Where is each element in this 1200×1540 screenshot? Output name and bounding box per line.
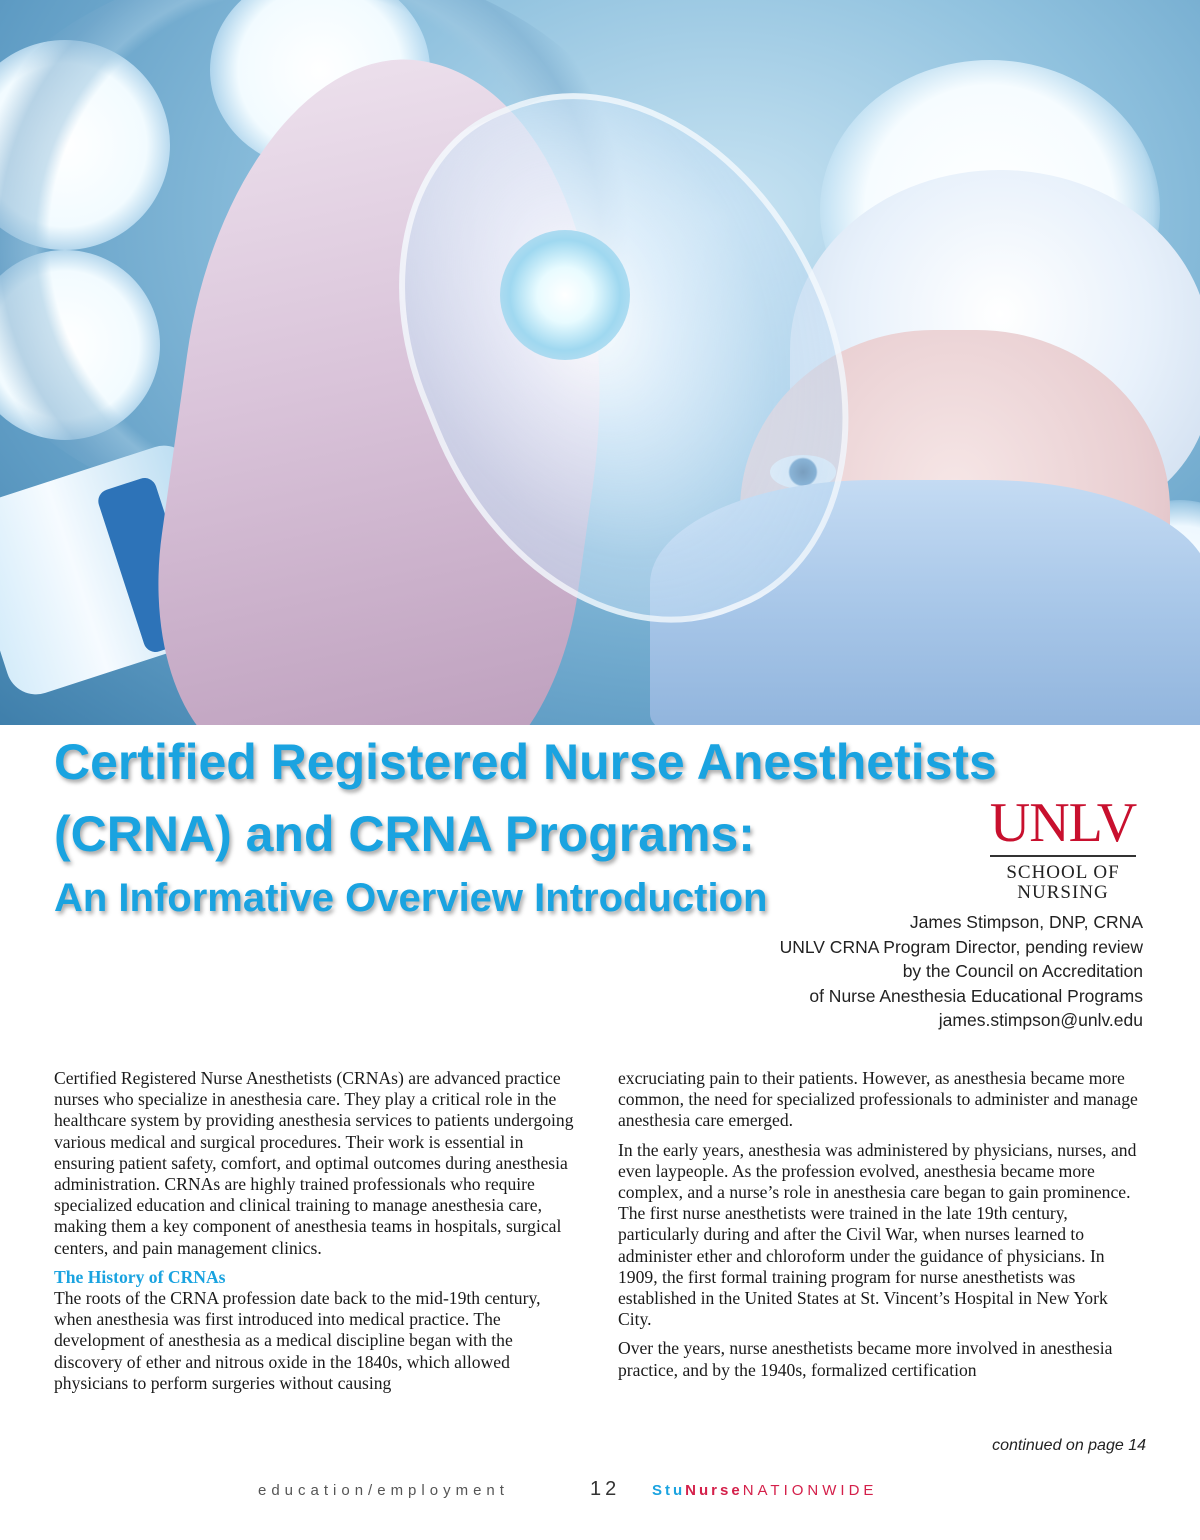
author-email: james.stimpson@unlv.edu bbox=[938, 1010, 1143, 1030]
paragraph: Over the years, nurse anesthetists became more involved in anesthesia practice, and by the 1940s, formalized certification bbox=[618, 1338, 1113, 1380]
unlv-nursing-logo bbox=[988, 792, 1138, 903]
mask-port bbox=[500, 230, 630, 360]
paragraph: Certified Registered Nurse Anesthetists (CRNAs) are advanced practice nurses who specialize in anesthesia care. They play a critical role in the healthcare system by providing anesthesia services to patients undergoing various medical and surgical procedures. Their work is essential in ensuring patient safety, comfort, and optimal outcomes during anesthesia administration. CRNAs are highly trained professionals who require specialized education and clinical training to manage anesthesia care, making them a key component of anesthesia teams in hospitals, surgical centers, and pain management clinics. bbox=[54, 1068, 574, 1258]
logo-line-2: NURSING bbox=[1017, 882, 1109, 903]
author-role: by the Council on Accreditation bbox=[902, 961, 1143, 981]
body-column-left bbox=[54, 1068, 574, 1402]
brand-nationwide: NATIONWIDE bbox=[742, 1482, 878, 1499]
paragraph: The roots of the CRNA profession date back to the mid-19th century, when anesthesia was first introduced into medical practice. The development of anesthesia as a medical discipline began with the discovery of ether and nitrous oxide in the 1840s, which allowed physicians to perform surgeries without causing bbox=[54, 1288, 541, 1393]
author-name: James Stimpson, DNP, CRNA bbox=[909, 912, 1143, 932]
logo-line-1: SCHOOL OF bbox=[1006, 862, 1120, 883]
page-footer bbox=[0, 1480, 1200, 1510]
page-number: 12 bbox=[590, 1478, 621, 1500]
magazine-brand bbox=[652, 1482, 877, 1499]
section-heading: The History of CRNAs bbox=[54, 1266, 226, 1287]
article-title-line-1: Certified Registered Nurse Anesthetists bbox=[54, 734, 997, 790]
continued-note: continued on page 14 bbox=[992, 1437, 1146, 1454]
paragraph: In the early years, anesthesia was administered by physicians, nurses, and even laypeople. As the profession evolved, anesthesia became more complex, and a nurse’s role in anesthesia care began to gain prominence. The first nurse anesthetists were trained in the late 19th century, particularly during and after the Civil War, when nurses learned to administer ether and chloroform under the guidance of physicians. In 1909, the first formal training program for nurse anesthetists was established in the United States at St. Vincent’s Hospital in New York City. bbox=[618, 1139, 1137, 1330]
logo-divider bbox=[990, 855, 1136, 857]
article-subtitle: An Informative Overview Introduction bbox=[54, 876, 768, 920]
hero-photo bbox=[0, 0, 1200, 725]
article-title-line-2: (CRNA) and CRNA Programs: bbox=[54, 806, 755, 862]
author-role: UNLV CRNA Program Director, pending review bbox=[779, 936, 1143, 957]
author-role: of Nurse Anesthesia Educational Programs bbox=[809, 985, 1143, 1006]
author-block bbox=[780, 910, 1143, 1033]
brand-stu: Stu bbox=[652, 1482, 686, 1499]
brand-nurse: Nurse bbox=[685, 1482, 743, 1499]
footer-section: education/employment bbox=[258, 1482, 509, 1499]
paragraph: excruciating pain to their patients. However, as anesthesia became more common, the need for specialized professionals to administer and manage anesthesia care emerged. bbox=[618, 1068, 1138, 1131]
logo-wordmark: UNLV bbox=[989, 792, 1137, 854]
body-column-right bbox=[618, 1068, 1138, 1389]
